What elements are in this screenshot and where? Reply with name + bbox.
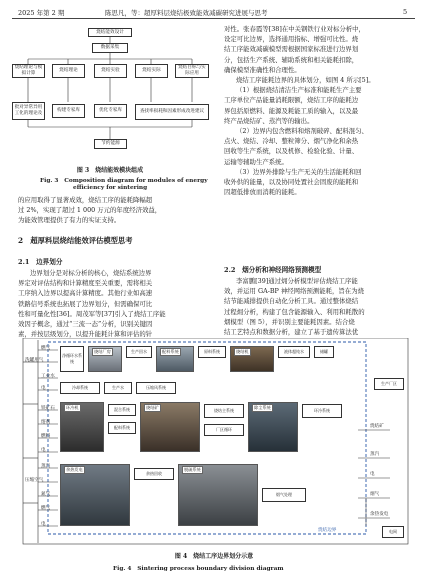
water-system-box: 净循环水系统 [60, 346, 84, 372]
production-water-box: 生产水 [104, 382, 132, 394]
photo-sinter-ore-label: 烧结矿 [146, 405, 159, 410]
input-label-nitrogen: 氮气 [41, 492, 51, 497]
input-label-fuel: 燃料 [41, 434, 51, 439]
node-theory: 烧结理论 [52, 64, 85, 78]
tank-box: 储罐 [314, 346, 334, 358]
photo-batching-label: 配料系统 [162, 349, 179, 354]
journal-issue: 2025 年第 2 期 [18, 9, 65, 17]
figure-4-diagram [18, 338, 410, 548]
section-2-1-heading: 2.1 边界划分 [18, 258, 63, 266]
left-para-1: 的应用取得了显著成效，烧结工序的能耗降幅超 过 2%，实现了超过 1 000 万元的年度经济效益， 为能效管理提供了有力的实证支持。 [18, 196, 162, 225]
section-2-heading: 2 超厚料层烧结能效评估模型思考 [18, 236, 133, 245]
node-optimize-expert-db: 优化专家库 [94, 104, 127, 118]
output-label-waste-heat-power: 余热发电 [370, 512, 389, 517]
node-goal: 烧结能效设计 [88, 28, 132, 37]
pure-water-box: 液体超纯水 [278, 346, 310, 358]
input-label-iron-ore: 铁矿石 [41, 406, 55, 411]
photo-desulfurization-label: 脱硫系统 [184, 467, 201, 472]
input-label-wash-gas: 洗罐用气 [25, 358, 44, 363]
photo-waste-heat-label: 余热发电 [66, 467, 83, 472]
figure-3-caption-en-2: efficiency for sintering [73, 185, 148, 191]
photo-plant-label: 烧结厂房 [94, 349, 111, 354]
heat-recovery-box: 余热回收 [134, 468, 174, 480]
return-water-box: 生产回水 [126, 346, 152, 358]
input-label-gas-2: 燃气 [41, 506, 51, 511]
raw-material-box: 原料系统 [198, 346, 226, 358]
output-label-flue-gas: 烟气 [370, 492, 380, 497]
figure-3-caption-cn: 图 3 烧结能效模块组成 [76, 167, 144, 174]
header-rule [12, 18, 415, 19]
main-sinter-box: 烧结主系统 [204, 404, 244, 418]
node-practice: 烧结实际 [135, 64, 168, 78]
node-experiment: 烧结实验 [94, 64, 127, 78]
plant-area-box: 生产厂区 [374, 378, 404, 390]
power-grid-box: 电网 [382, 526, 404, 538]
figure-3-diagram [10, 24, 210, 166]
ring-cooler-box: 环冷系统 [302, 404, 342, 418]
figure-4-caption-cn: 图 4 烧结工序边界划分示意 [174, 553, 254, 560]
flue-gas-box: 烟气处理 [262, 488, 306, 502]
compressed-air-box: 压缩风系统 [136, 382, 176, 394]
output-label-steam: 蒸汽 [370, 452, 380, 457]
figure-4-caption-en: Fig. 4 Sintering process boundary division diagram [113, 566, 284, 572]
node-theory-simulation: 烧结理论与模拟计算 [12, 64, 45, 78]
photo-cooler-label: 环冷机 [66, 405, 79, 410]
node-build-expert-db: 构建专家库 [52, 104, 85, 118]
input-label-gas: 燃气 [41, 346, 51, 351]
node-database: 数据采集 [92, 43, 128, 53]
node-target: 烧结目标与实际应用 [175, 64, 209, 78]
right-para-1: 对性。张春霞等[38]在中关钢铁行业对标分析中， 设定可比边界，选择通用指标、增强可比性。烧 结工序能效减碳模型需根据国家标准进行边界划 分，包括生产系统、辅助系统和相关能耗扣除， 确保模型准确性和合理性。 烧结工序能耗边界的具体划分，如图 4 所示[5]。 （1）根据烧结清洁生产标准和能耗生产主要 工序单位产品能量消耗限额，烧结工序的能耗边 界包括原燃料、能源及耗能工质的输入，以及最 终产品烧结矿、蒸汽等的输出。 （2）边界内包含燃料和熔剂破碎、配料混匀、 点火、烧结、冷却、整粒筛分、烟气净化和余热 回收等生产系统，以及机修、检验化验、计量、 运输等辅助生产系统。 （3）边界外排除与生产无关的生活能耗和回 收外供的能量，以及协同处置社会固废的能耗和 因超低排放而消耗的能耗。 [224, 25, 375, 197]
node-energy-saving: 节约能源 [94, 139, 127, 149]
section-2-2-heading: 2.2 烟分析和神经网络预测模型 [224, 266, 322, 274]
boundary-label: 烧结边界 [318, 528, 337, 533]
output-label-sinter: 烧结矿 [370, 424, 384, 429]
input-label-power-2: 电 [41, 448, 46, 453]
right-para-3: 李富鹏[39]通过㶲分析模型评估烧结工序能 效，并运用 GA-BP 神经网络预测能耗，旨在为烧 结节能减排提供自动化分析工具。通过整体烧结 过程㶲分析，构建了包含能源输入、利用和耗散的 烟模型（图 5），并识别主要能耗因素。结合烧 结工艺特点和数据分析，建立了基于遗传算法优 [224, 277, 365, 337]
input-label-compressed-air: 压缩空气 [25, 478, 44, 483]
output-label-power: 电 [370, 472, 375, 477]
input-label-power-1: 电 [41, 386, 46, 391]
plant-circulation-box: 厂区循环 [204, 424, 244, 436]
page-number: 5 [403, 8, 408, 16]
figure-3-caption-en-1: Fig. 3 Composition diagram for modules of energy [40, 178, 208, 184]
mixing-system-box: 混合系统 [108, 404, 136, 416]
batching-system-box: 配料系统 [108, 422, 136, 434]
cooling-system-box: 冷却系统 [60, 382, 100, 394]
input-label-power-3: 电 [41, 522, 46, 527]
node-analysis: 批对异常异用工化的理论及 [12, 102, 45, 120]
photo-sinter-machine-label: 烧结机 [236, 349, 249, 354]
input-label-water: 工业水 [41, 374, 55, 379]
left-para-2: 边界划分是对标分析的核心，烧结系统边界 界定对评估结构和计算精度至关重要，需将相关 工序纳入边界以提高计算精度。其他行业如高速 铁路信号系统也拓展了边界划分，但需确保可比 性和可量化性[36]。周茂军等[37]引入了烧结工序能 效因子概念，通过“三流一态”分析，识别关键因 素，并按层级划分，以提升能耗计算和评估的针 [18, 269, 166, 339]
input-label-steam: 蒸汽 [41, 464, 51, 469]
running-title: 陈思凡，等：超厚料层烧结极致能效减碳研究进展与思考 [105, 9, 268, 17]
photo-dust-removal-label: 除尘系统 [254, 405, 271, 410]
input-label-flux: 熔剂 [41, 420, 51, 425]
node-improve: 查找率损耗和因素形成改进建议 [135, 104, 209, 120]
